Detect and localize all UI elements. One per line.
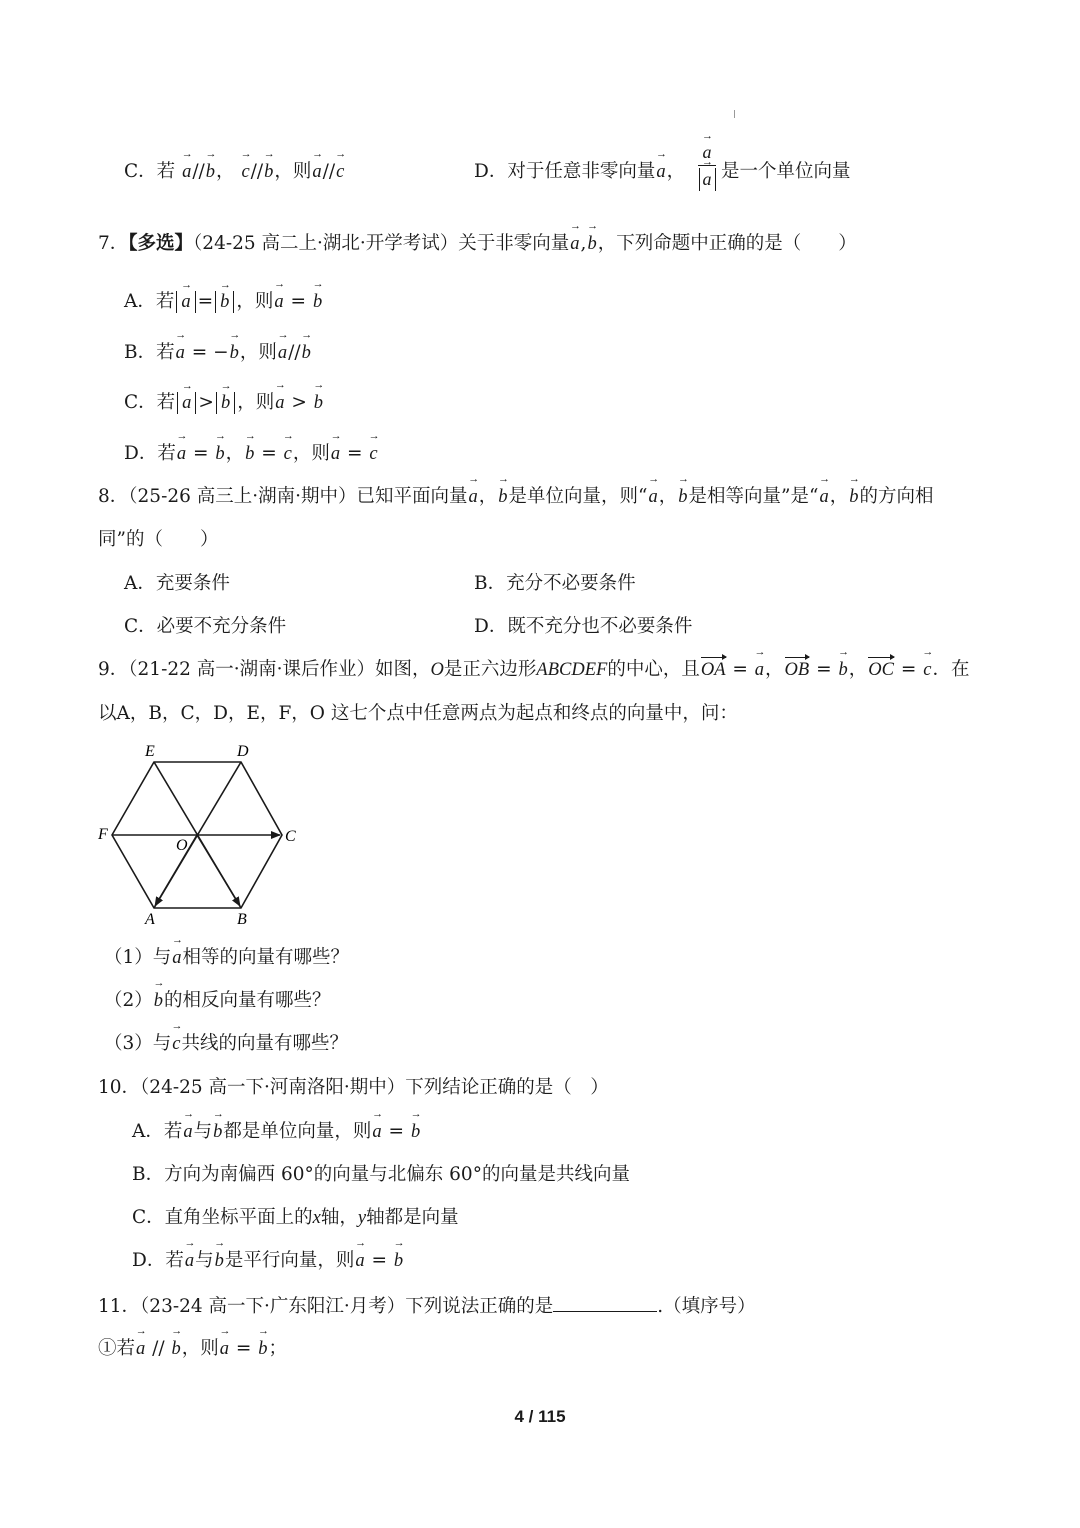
sub-question-text: 相等的向量有哪些？ xyxy=(182,947,350,968)
option-text: 若 xyxy=(157,443,176,464)
option-text: 是平行向量，则 xyxy=(224,1250,355,1271)
label-b: B xyxy=(237,911,247,928)
option-text: 必要不充分条件 xyxy=(156,616,287,637)
hexagon-diagram xyxy=(92,738,312,928)
question-text: 的中心，且 xyxy=(607,659,700,680)
option-label: B． xyxy=(124,342,157,363)
question-text: 关于非零向量 xyxy=(458,233,570,254)
option-text: 轴， xyxy=(320,1207,358,1228)
option-text: 若 xyxy=(156,342,175,363)
q10-option-b xyxy=(132,1163,630,1187)
question-text: 是单位向量，则“ xyxy=(508,486,648,507)
option-label: B． xyxy=(132,1164,165,1185)
punct: ，则 xyxy=(274,161,312,182)
option-label: D． xyxy=(124,443,158,464)
option-text: 若 xyxy=(156,161,176,182)
question-number: 9． xyxy=(98,659,129,680)
question-9-stem: 9．（21-22 高一·湖南·课后作业）如图，O是正六边形ABCDEF的中心，且OA = → a，OB = → b，OC = → c．在 xyxy=(98,658,969,682)
option-text: ， xyxy=(225,443,245,464)
option-label: C． xyxy=(124,392,157,413)
q7-option-d: D．若→ a = → b，→ b = → c，则→ a = → c xyxy=(124,442,379,466)
question-9-stem-line2: 以A，B，C，D，E，F，O 这七个点中任意两点为起点和终点的向量中，问： xyxy=(98,703,738,724)
q7-option-c: C．若→ a >→ b ，则→ a > → b xyxy=(124,391,324,415)
option-text: 充要条件 xyxy=(155,573,230,594)
q11-item-1: ①若→ a // → b，则→ a = → b； xyxy=(98,1337,287,1361)
item-text: ； xyxy=(268,1338,288,1359)
option-text: 与 xyxy=(195,1250,214,1271)
option-text: ，则 xyxy=(236,291,274,312)
question-text: .（填序号） xyxy=(657,1296,756,1317)
sub-question-text: （3）与 xyxy=(104,1033,172,1054)
arrow-ob xyxy=(197,835,240,906)
q10-option-c xyxy=(132,1206,459,1230)
question-text: 是正六边形 xyxy=(443,659,537,680)
option-text: 若 xyxy=(156,392,176,413)
question-text: 如图， xyxy=(375,659,431,680)
q9-sub-3: （3）与→ c共线的向量有哪些？ xyxy=(104,1032,348,1056)
question-number: 10． xyxy=(98,1077,141,1098)
unit-vector-fraction: → a → a xyxy=(698,142,716,191)
q8-option-c xyxy=(124,615,286,639)
answer-blank[interactable] xyxy=(553,1293,657,1312)
axis-symbol: x xyxy=(312,1208,321,1228)
option-label: C． xyxy=(124,616,157,637)
question-source: （23-24 高一下·广东阳江·月考） xyxy=(140,1296,406,1317)
parallel-sign: // xyxy=(322,161,336,182)
question-text: 的方向相 xyxy=(859,486,934,507)
label-o: O xyxy=(176,837,188,854)
parallel-sign: // xyxy=(250,161,264,182)
sub-question-text: 的相反向量有哪些？ xyxy=(164,990,331,1011)
q10-option-a: A．若→ a与→ b都是单位向量，则→ a = → b xyxy=(132,1120,421,1144)
q7-option-a: A．若→ a =→ b ，则→ a = → b xyxy=(124,290,323,314)
option-text: 方向为南偏西 60°的向量与北偏东 60°的向量是共线向量 xyxy=(164,1164,630,1185)
multi-select-tag: 【多选】 xyxy=(128,233,194,254)
option-label: C． xyxy=(124,161,157,182)
question-source: （21-22 高一·湖南·课后作业） xyxy=(128,659,376,680)
q10-option-d: D．若→ a与→ b是平行向量，则→ a = → b xyxy=(132,1249,404,1273)
q9-sub-2: （2）→ b的相反向量有哪些？ xyxy=(104,989,331,1013)
q9-sub-1: （1）与→ a相等的向量有哪些？ xyxy=(104,946,349,970)
option-text: ，则 xyxy=(239,342,277,363)
option-label: A． xyxy=(124,291,156,312)
item-text: ，则 xyxy=(181,1338,219,1359)
option-label: C． xyxy=(132,1207,165,1228)
question-10-stem xyxy=(98,1076,609,1100)
punct: ， xyxy=(216,161,235,182)
question-number: 7． xyxy=(98,233,129,254)
hexagon-name: ABCDEF xyxy=(536,660,608,680)
sub-question-text: 共线的向量有哪些？ xyxy=(181,1033,349,1054)
option-text: 轴都是向量 xyxy=(366,1207,459,1228)
label-d: D xyxy=(237,743,249,760)
question-source: （24-25 高二上·湖北·开学考试） xyxy=(193,233,459,254)
punct: ， xyxy=(666,161,686,182)
label-c: C xyxy=(285,828,296,845)
axis-symbol: y xyxy=(357,1208,367,1228)
point-label: O xyxy=(430,660,444,680)
question-text: 下列说法正确的是 xyxy=(405,1296,554,1317)
option-label: B． xyxy=(474,573,507,594)
question-8-stem: 8．（25-26 高三上·湖南·期中）已知平面向量→ a，→ b是单位向量，则“→ a，→ b是相等向量”是“→ a，→ b的方向相 xyxy=(98,485,933,509)
option-text: 都是单位向量，则 xyxy=(223,1121,372,1142)
q6-option-d: D．对于任意非零向量→ a， xyxy=(474,160,685,184)
q8-option-b xyxy=(474,572,636,596)
page-marker xyxy=(734,110,735,118)
option-text: 若 xyxy=(165,1250,184,1271)
question-text: 是相等向量”是“ xyxy=(688,486,819,507)
option-text: 若 xyxy=(155,291,175,312)
option-label: D． xyxy=(474,616,508,637)
option-text: 与 xyxy=(193,1121,213,1142)
q7-option-b: B．若→ a = −→ b，则→ a//→ b xyxy=(124,341,312,365)
parallel-sign: // xyxy=(192,161,205,182)
label-f: F xyxy=(98,826,108,843)
question-text: 下列结论正确的是（ ） xyxy=(405,1077,609,1098)
question-11-stem xyxy=(98,1293,756,1319)
question-text: ，下列命题中正确的是（ ） xyxy=(597,233,857,254)
q6-option-c: C．若 → a//→ b， → c//→ b，则→ a//→ c xyxy=(124,160,345,184)
sub-question-text: （1）与 xyxy=(104,947,172,968)
item-text: ①若 xyxy=(98,1338,136,1359)
question-text: 已知平面向量 xyxy=(356,486,468,507)
option-text: 若 xyxy=(163,1121,183,1142)
option-text: ，则 xyxy=(237,392,275,413)
option-text: 直角坐标平面上的 xyxy=(164,1207,313,1228)
option-text: 充分不必要条件 xyxy=(506,573,636,594)
page-number: 4 / 115 xyxy=(514,1407,566,1426)
q8-option-a xyxy=(124,572,230,596)
question-source: （24-25 高一下·河南洛阳·期中） xyxy=(140,1077,406,1098)
question-8-stem-cont: 同”的（ ） xyxy=(98,529,219,550)
option-label: A． xyxy=(124,573,156,594)
question-number: 8． xyxy=(98,486,129,507)
option-label: D． xyxy=(474,161,508,182)
parallel-sign: // xyxy=(152,1338,165,1359)
sub-question-text: （2） xyxy=(104,990,153,1011)
option-label: A． xyxy=(132,1121,164,1142)
question-text: ．在 xyxy=(932,659,970,680)
q8-option-d xyxy=(474,615,692,639)
question-7-stem: 7．【多选】（24-25 高二上·湖北·开学考试）关于非零向量→ a,→ b，下列命题中正确的是（ ） xyxy=(98,232,857,256)
option-text: 既不充分也不必要条件 xyxy=(507,616,693,637)
question-source: （25-26 高三上·湖南·期中） xyxy=(128,486,357,507)
option-text: 对于任意非零向量 xyxy=(507,161,656,182)
option-label: D． xyxy=(132,1250,166,1271)
q6-option-d-tail: 是一个单位向量 xyxy=(721,161,851,182)
question-number: 11． xyxy=(98,1296,141,1317)
label-e: E xyxy=(145,743,155,760)
label-a: A xyxy=(145,911,155,928)
